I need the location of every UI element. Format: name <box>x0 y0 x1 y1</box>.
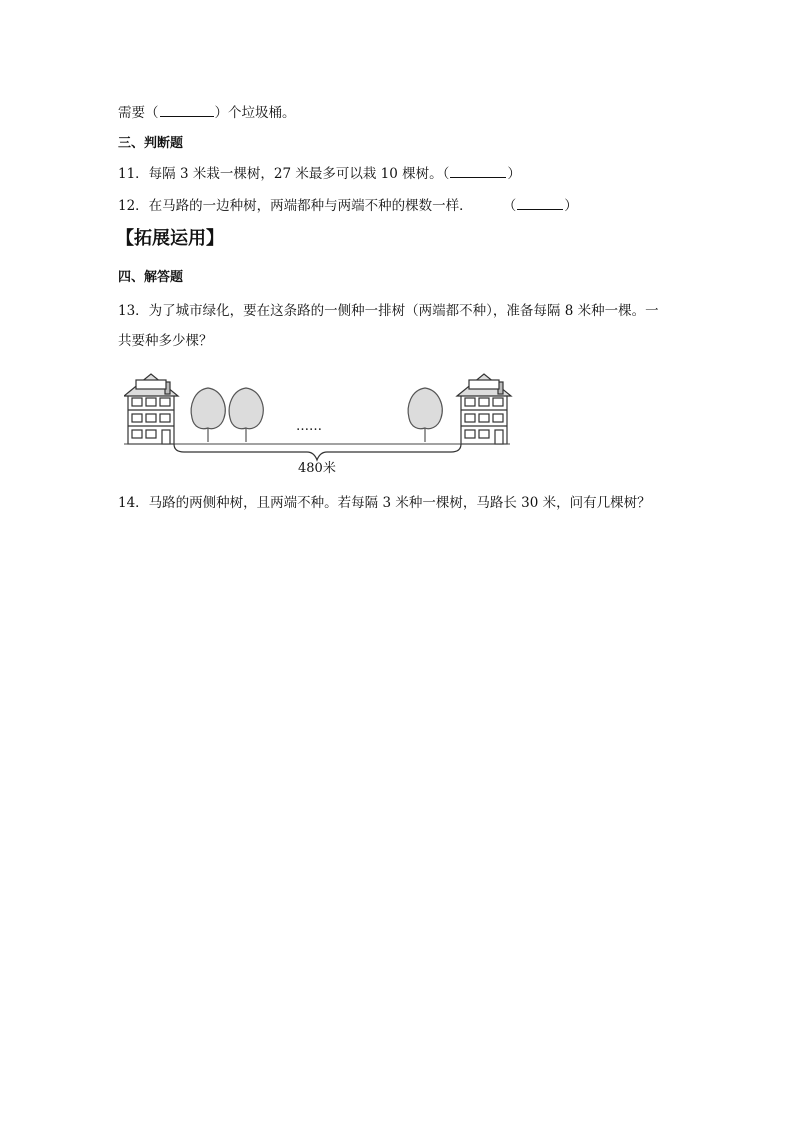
tree-icon <box>408 388 442 442</box>
section-3-title: 三、判断题 <box>118 136 184 151</box>
question-12 <box>118 197 578 215</box>
length-brace <box>174 444 461 460</box>
tree-icon <box>229 388 263 442</box>
question-11 <box>118 165 521 183</box>
left-building-icon <box>124 374 178 444</box>
q12-open: （ <box>502 198 517 214</box>
q11-close: ） <box>507 166 521 182</box>
q10-suffix: ）个垃圾桶。 <box>214 105 296 121</box>
q11-answer-blank[interactable] <box>450 165 506 178</box>
q10-answer-blank[interactable] <box>160 104 214 117</box>
q12-text: 12．在马路的一边种树，两端都种与两端不种的棵数一样． <box>118 198 473 214</box>
right-building-icon <box>457 374 511 444</box>
q11-text: 11．每隔 3 米栽一棵树，27 米最多可以栽 10 棵树。（ <box>118 166 450 182</box>
q10-answer-line <box>118 104 296 122</box>
q12-answer-blank[interactable] <box>517 197 563 210</box>
question-14: 14．马路的两侧种树，且两端不种。若每隔 3 米种一棵树，马路长 30 米，问有几棵树？ <box>118 495 651 511</box>
tree-icon <box>191 388 225 442</box>
q12-close: ） <box>564 198 578 214</box>
question-13-line1: 13．为了城市绿化，要在这条路的一侧种一排树（两端都不种），准备每隔 8 米种一棵。一 <box>118 303 659 319</box>
road-tree-figure <box>124 366 514 474</box>
length-label: 480米 <box>298 461 336 474</box>
ellipsis-dots: …… <box>296 419 322 434</box>
q10-prefix: 需要（ <box>118 105 159 121</box>
question-13-line2: 共要种多少棵？ <box>118 333 213 349</box>
section-4-title: 四、解答题 <box>118 270 184 285</box>
extension-heading: 【拓展运用】 <box>116 228 224 249</box>
